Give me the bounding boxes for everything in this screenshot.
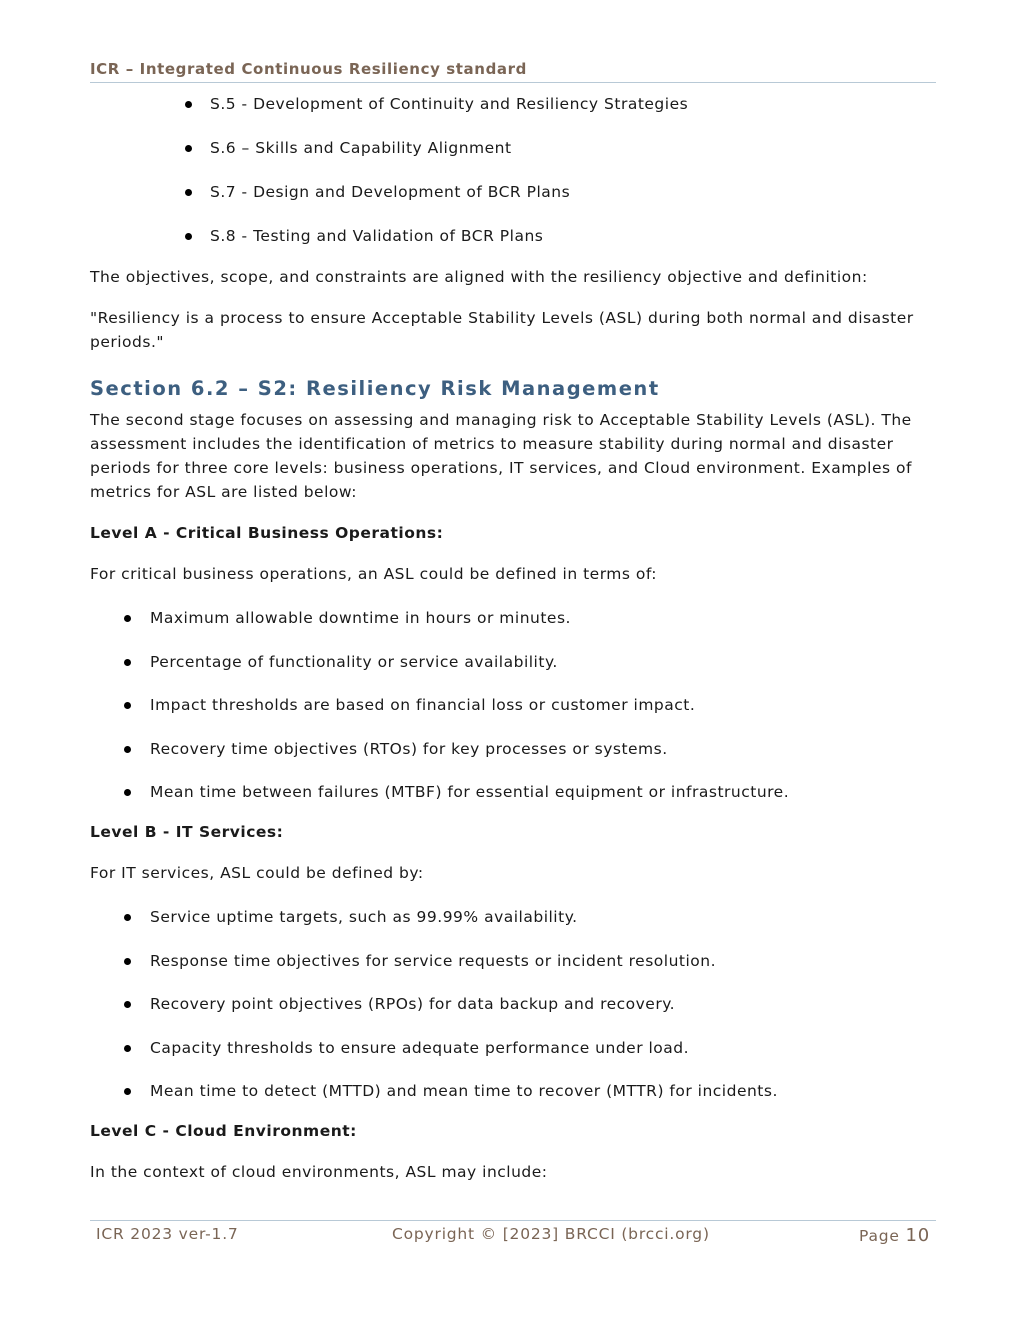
stage-list-item: S.6 – Skills and Capability Alignment (210, 136, 936, 160)
page-number: 10 (905, 1225, 930, 1246)
list-item: Maximum allowable downtime in hours or minutes. (150, 606, 936, 630)
level-a-heading: Level A - Critical Business Operations: (90, 524, 444, 542)
section-heading: Section 6.2 – S2: Resiliency Risk Management (90, 377, 660, 400)
level-a-intro: For critical business operations, an ASL could be defined in terms of: (90, 565, 658, 583)
level-c-heading: Level C - Cloud Environment: (90, 1122, 357, 1140)
level-b-list (90, 905, 936, 1103)
resiliency-quote: "Resiliency is a process to ensure Acceptable Stability Levels (ASL) during both normal and disaster periods." (90, 309, 914, 351)
stage-list-item: S.7 - Design and Development of BCR Plans (210, 180, 936, 204)
level-c-intro: In the context of cloud environments, ASL may include: (90, 1163, 548, 1181)
level-a-list (90, 606, 936, 804)
stage-list-item: S.8 - Testing and Validation of BCR Plans (210, 224, 936, 248)
list-item: Mean time between failures (MTBF) for essential equipment or infrastructure. (150, 780, 936, 804)
list-item: Capacity thresholds to ensure adequate performance under load. (150, 1036, 936, 1060)
footer-copyright: Copyright © [2023] BRCCI (brcci.org) (392, 1225, 710, 1243)
footer-version: ICR 2023 ver-1.7 (96, 1225, 239, 1243)
list-item: Mean time to detect (MTTD) and mean time to recover (MTTR) for incidents. (150, 1079, 936, 1103)
level-b-heading: Level B - IT Services: (90, 823, 284, 841)
page-body (90, 90, 936, 1184)
stage-list-item: S.5 - Development of Continuity and Resiliency Strategies (210, 92, 936, 116)
section-body-paragraph: The second stage focuses on assessing and managing risk to Acceptable Stability Levels (ASL). The assessment includes the identification of metrics to measure stability during normal and disaster periods for three core levels: business operations, IT services, and Cloud environment. Examples of metrics for ASL are listed below: (90, 411, 912, 501)
stage-list (90, 92, 936, 248)
list-item: Impact thresholds are based on financial loss or customer impact. (150, 693, 936, 717)
list-item: Service uptime targets, such as 99.99% availability. (150, 905, 936, 929)
list-item: Percentage of functionality or service availability. (150, 650, 936, 674)
objectives-paragraph: The objectives, scope, and constraints are aligned with the resiliency objective and definition: (90, 268, 868, 286)
header-divider (90, 82, 936, 83)
list-item: Response time objectives for service requests or incident resolution. (150, 949, 936, 973)
running-header: ICR – Integrated Continuous Resiliency standard (90, 60, 527, 78)
footer-page (859, 1225, 930, 1246)
list-item: Recovery point objectives (RPOs) for data backup and recovery. (150, 992, 936, 1016)
level-b-intro: For IT services, ASL could be defined by: (90, 864, 424, 882)
page-label: Page (859, 1227, 900, 1245)
list-item: Recovery time objectives (RTOs) for key processes or systems. (150, 737, 936, 761)
footer-divider (90, 1220, 936, 1221)
